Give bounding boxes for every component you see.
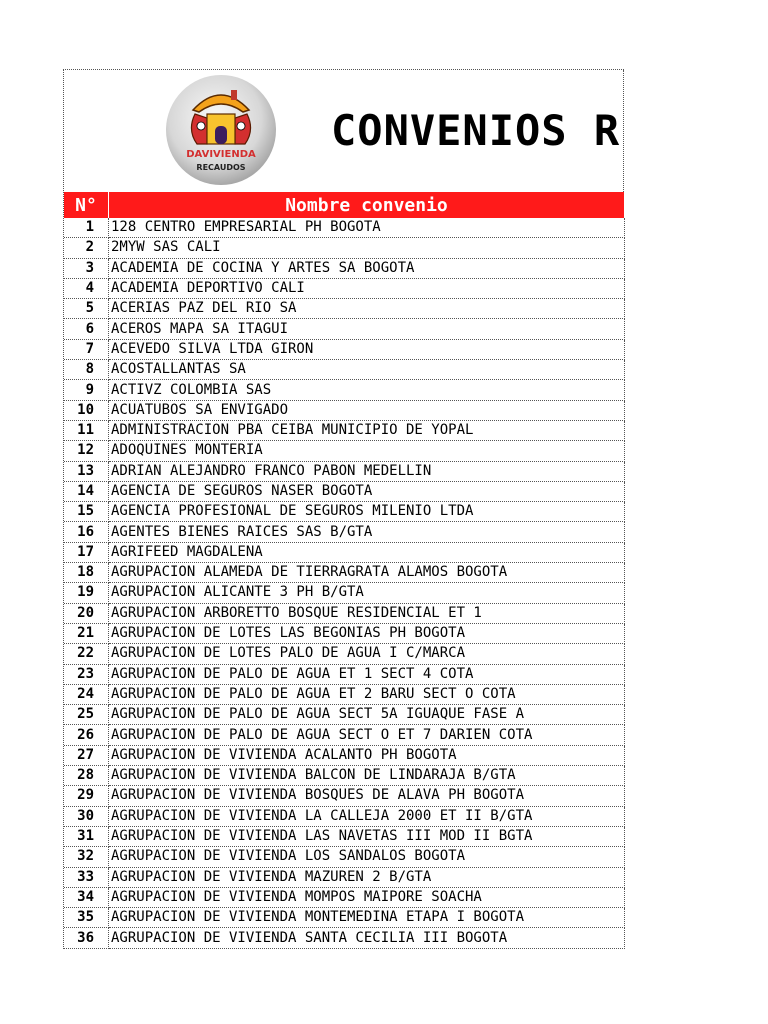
row-number: 13 [64,461,109,481]
table-row [64,258,625,278]
table-row [64,360,625,380]
convenio-name: AGRUPACION DE VIVIENDA MOMPOS MAIPORE SOACHA [109,887,625,907]
table-row [64,766,625,786]
row-number: 14 [64,481,109,501]
logo-sub-text: RECAUDOS [196,163,246,172]
table-row [64,867,625,887]
convenio-name: ACTIVZ COLOMBIA SAS [109,380,625,400]
page-title: CONVENIOS R [331,107,621,155]
table-row [64,623,625,643]
table-row [64,705,625,725]
convenio-name: ACEVEDO SILVA LTDA GIRON [109,339,625,359]
convenio-name: AGRUPACION DE VIVIENDA BOSQUES DE ALAVA PH BOGOTA [109,786,625,806]
row-number: 20 [64,603,109,623]
row-number: 30 [64,806,109,826]
convenio-name: ADOQUINES MONTERIA [109,441,625,461]
convenio-name: ACADEMIA DEPORTIVO CALI [109,278,625,298]
table-row [64,441,625,461]
row-number: 26 [64,725,109,745]
convenio-name: AGRUPACION DE VIVIENDA ACALANTO PH BOGOTA [109,745,625,765]
spreadsheet-page [63,69,624,949]
row-number: 19 [64,583,109,603]
row-number: 8 [64,360,109,380]
row-number: 5 [64,299,109,319]
convenio-name: AGRUPACION ALICANTE 3 PH B/GTA [109,583,625,603]
table-row [64,826,625,846]
table-row [64,400,625,420]
convenio-name: AGRIFEED MAGDALENA [109,542,625,562]
row-number: 17 [64,542,109,562]
convenio-name: AGENTES BIENES RAICES SAS B/GTA [109,522,625,542]
table-row [64,319,625,339]
row-number: 18 [64,563,109,583]
convenio-name: ACOSTALLANTAS SA [109,360,625,380]
table-row [64,725,625,745]
table-row [64,583,625,603]
row-number: 31 [64,826,109,846]
row-number: 33 [64,867,109,887]
convenio-name: AGRUPACION DE LOTES LAS BEGONIAS PH BOGOTA [109,623,625,643]
table-row [64,238,625,258]
row-number: 22 [64,644,109,664]
table-row [64,380,625,400]
row-number: 25 [64,705,109,725]
row-number: 9 [64,380,109,400]
convenio-name: AGRUPACION DE VIVIENDA MONTEMEDINA ETAPA I BOGOTA [109,908,625,928]
convenio-name: AGRUPACION ARBORETTO BOSQUE RESIDENCIAL ET 1 [109,603,625,623]
table-row [64,847,625,867]
convenio-name: ACADEMIA DE COCINA Y ARTES SA BOGOTA [109,258,625,278]
row-number: 16 [64,522,109,542]
table-body [64,218,625,948]
convenio-name: AGENCIA PROFESIONAL DE SEGUROS MILENIO LTDA [109,502,625,522]
convenio-name: AGENCIA DE SEGUROS NASER BOGOTA [109,481,625,501]
davivienda-logo [165,74,277,186]
table-row [64,420,625,440]
table-row [64,502,625,522]
column-header-name: Nombre convenio [109,192,625,218]
convenio-name: ADMINISTRACION PBA CEIBA MUNICIPIO DE YOPAL [109,420,625,440]
sheet-header [64,70,624,192]
row-number: 24 [64,684,109,704]
table-row [64,563,625,583]
table-row [64,603,625,623]
table-row [64,745,625,765]
convenio-name: ACERIAS PAZ DEL RIO SA [109,299,625,319]
row-number: 35 [64,908,109,928]
row-number: 29 [64,786,109,806]
row-number: 10 [64,400,109,420]
convenio-name: AGRUPACION DE VIVIENDA SANTA CECILIA III BOGOTA [109,928,625,948]
convenios-table [64,192,625,949]
convenio-name: AGRUPACION DE VIVIENDA LOS SANDALOS BOGOTA [109,847,625,867]
convenio-name: 2MYW SAS CALI [109,238,625,258]
row-number: 32 [64,847,109,867]
row-number: 6 [64,319,109,339]
row-number: 34 [64,887,109,907]
table-row [64,786,625,806]
table-row [64,684,625,704]
row-number: 15 [64,502,109,522]
table-row [64,664,625,684]
table-row [64,908,625,928]
row-number: 2 [64,238,109,258]
row-number: 7 [64,339,109,359]
row-number: 12 [64,441,109,461]
convenio-name: AGRUPACION DE LOTES PALO DE AGUA I C/MARCA [109,644,625,664]
row-number: 28 [64,766,109,786]
convenio-name: AGRUPACION DE VIVIENDA LAS NAVETAS III MOD II BGTA [109,826,625,846]
table-row [64,461,625,481]
table-row [64,299,625,319]
logo-brand-text: DAVIVIENDA [186,149,256,160]
convenio-name: AGRUPACION DE VIVIENDA MAZUREN 2 B/GTA [109,867,625,887]
convenio-name: AGRUPACION DE PALO DE AGUA SECT O ET 7 DARIEN COTA [109,725,625,745]
table-row [64,928,625,948]
row-number: 23 [64,664,109,684]
table-row [64,542,625,562]
convenio-name: AGRUPACION DE PALO DE AGUA SECT 5A IGUAQUE FASE A [109,705,625,725]
row-number: 27 [64,745,109,765]
table-row [64,339,625,359]
convenio-name: AGRUPACION DE VIVIENDA LA CALLEJA 2000 ET II B/GTA [109,806,625,826]
convenio-name: AGRUPACION DE PALO DE AGUA ET 2 BARU SECT O COTA [109,684,625,704]
convenio-name: ADRIAN ALEJANDRO FRANCO PABON MEDELLIN [109,461,625,481]
row-number: 3 [64,258,109,278]
convenio-name: ACUATUBOS SA ENVIGADO [109,400,625,420]
table-row [64,644,625,664]
table-row [64,806,625,826]
table-header-row [64,192,625,218]
convenio-name: ACEROS MAPA SA ITAGUI [109,319,625,339]
table-row [64,481,625,501]
convenio-name: AGRUPACION DE VIVIENDA BALCON DE LINDARAJA B/GTA [109,766,625,786]
column-header-number: N° [64,192,109,218]
convenio-name: AGRUPACION ALAMEDA DE TIERRAGRATA ALAMOS BOGOTA [109,563,625,583]
row-number: 4 [64,278,109,298]
row-number: 11 [64,420,109,440]
convenio-name: AGRUPACION DE PALO DE AGUA ET 1 SECT 4 COTA [109,664,625,684]
table-row [64,278,625,298]
row-number: 36 [64,928,109,948]
table-row [64,522,625,542]
convenio-name: 128 CENTRO EMPRESARIAL PH BOGOTA [109,218,625,238]
row-number: 1 [64,218,109,238]
table-row [64,218,625,238]
table-row [64,887,625,907]
row-number: 21 [64,623,109,643]
